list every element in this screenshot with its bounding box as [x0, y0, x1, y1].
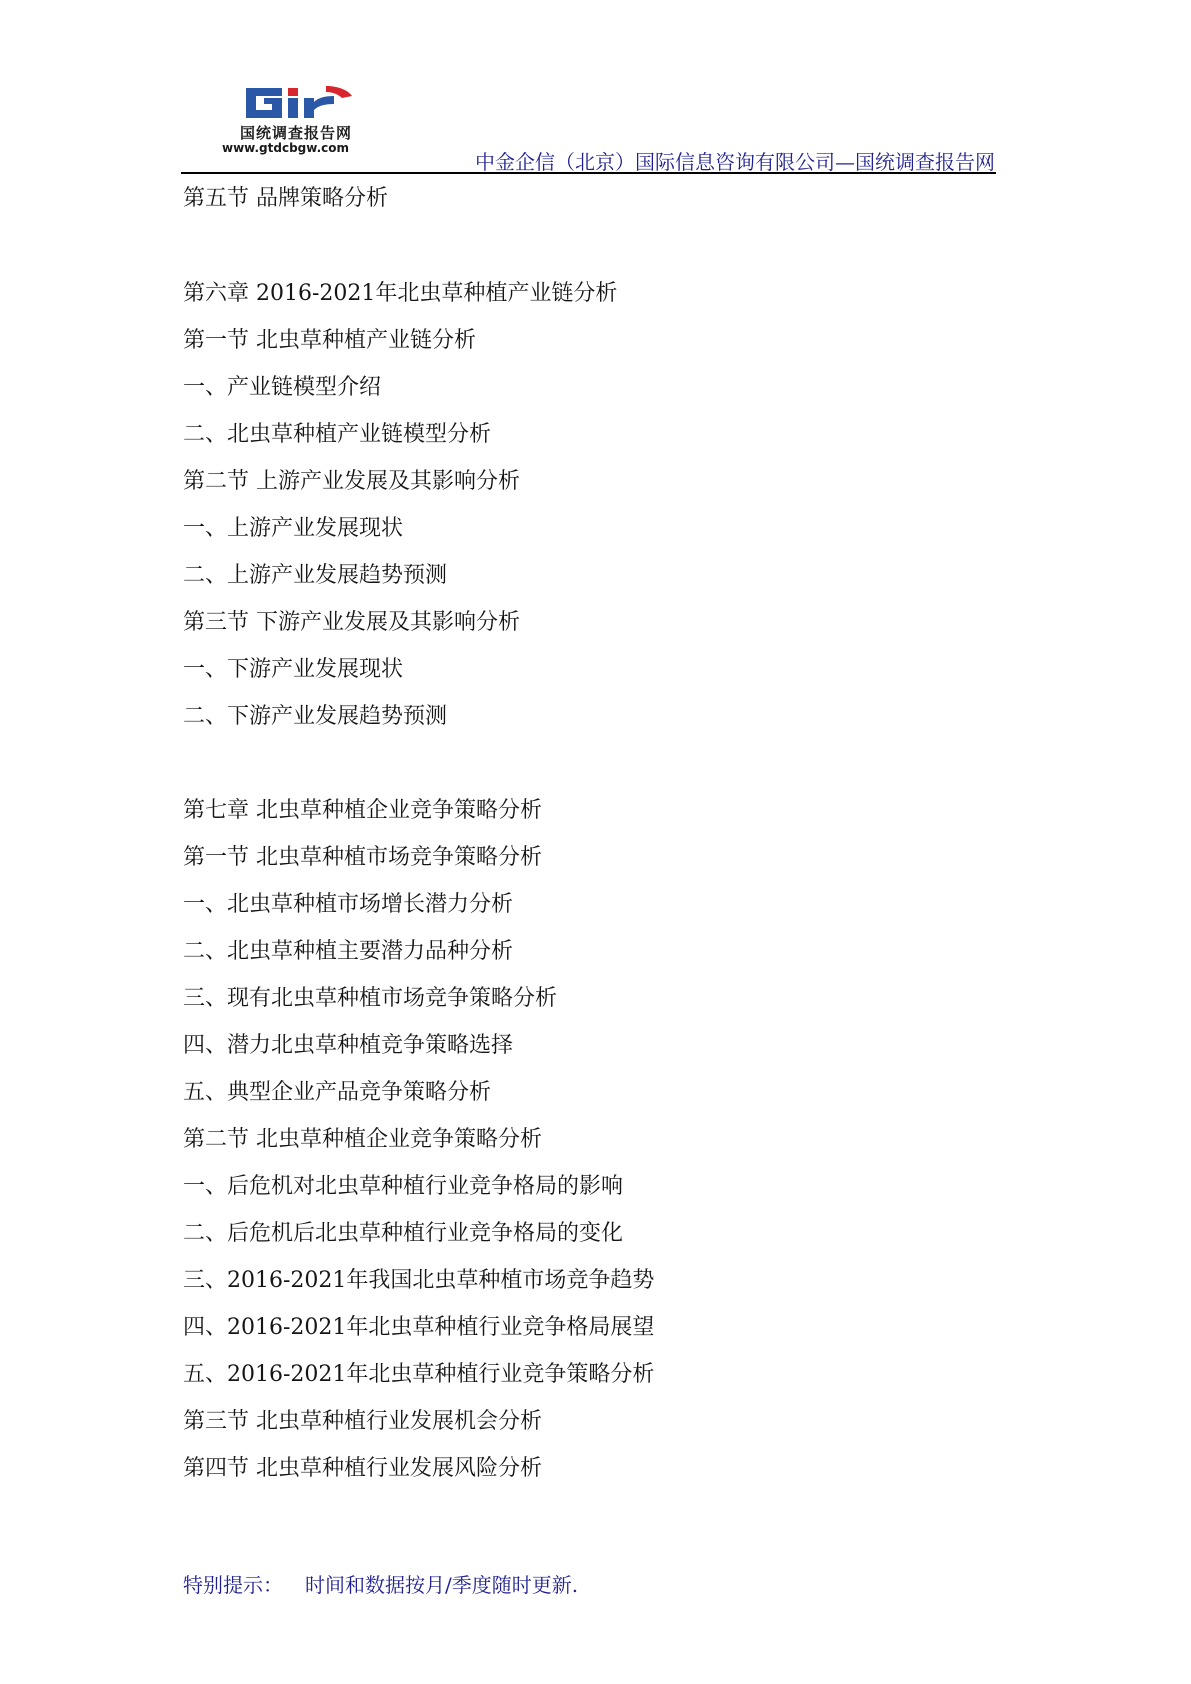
logo-name: 国统调查报告网 — [240, 124, 353, 142]
logo-url: www.gtdcbgw.com — [222, 141, 349, 155]
toc-item: 一、后危机对北虫草种植行业竞争格局的影响 — [183, 1174, 624, 1199]
toc-item: 四、2016-2021年北虫草种植行业竞争格局展望 — [183, 1315, 655, 1340]
toc-item: 四、潜力北虫草种植竞争策略选择 — [183, 1033, 514, 1058]
toc-item: 三、2016-2021年我国北虫草种植市场竞争趋势 — [183, 1268, 655, 1293]
toc-item: 二、北虫草种植主要潜力品种分析 — [183, 939, 514, 964]
toc-section: 第三节 北虫草种植行业发展机会分析 — [183, 1409, 542, 1434]
toc-section: 第三节 下游产业发展及其影响分析 — [183, 610, 520, 635]
header-company-name: 中金企信（北京）国际信息咨询有限公司—国统调查报告网 — [475, 150, 995, 174]
gir-logo-icon — [242, 84, 354, 120]
toc-item: 五、典型企业产品竞争策略分析 — [183, 1080, 492, 1105]
toc-section: 第二节 北虫草种植企业竞争策略分析 — [183, 1127, 542, 1152]
toc-section: 第二节 上游产业发展及其影响分析 — [183, 469, 520, 494]
toc-section: 第一节 北虫草种植市场竞争策略分析 — [183, 845, 542, 870]
toc-item: 二、后危机后北虫草种植行业竞争格局的变化 — [183, 1221, 624, 1246]
toc-item: 一、北虫草种植市场增长潜力分析 — [183, 892, 514, 917]
toc-section: 第五节 品牌策略分析 — [183, 186, 388, 211]
toc-item: 二、上游产业发展趋势预测 — [183, 563, 448, 588]
toc-item: 二、下游产业发展趋势预测 — [183, 704, 448, 729]
toc-item: 二、北虫草种植产业链模型分析 — [183, 422, 492, 447]
toc-section: 第一节 北虫草种植产业链分析 — [183, 328, 476, 353]
toc-item: 三、现有北虫草种植市场竞争策略分析 — [183, 986, 558, 1011]
toc-chapter: 第七章 北虫草种植企业竞争策略分析 — [183, 798, 542, 823]
toc-item: 一、上游产业发展现状 — [183, 516, 404, 541]
toc-item: 五、2016-2021年北虫草种植行业竞争策略分析 — [183, 1362, 655, 1387]
notice-value: 时间和数据按月/季度随时更新. — [305, 1573, 579, 1597]
update-notice — [183, 1569, 578, 1598]
notice-label: 特别提示： — [183, 1573, 283, 1597]
header-divider — [181, 172, 996, 174]
toc-chapter: 第六章 2016-2021年北虫草种植产业链分析 — [183, 281, 618, 306]
toc-item: 一、产业链模型介绍 — [183, 375, 382, 400]
toc-section: 第四节 北虫草种植行业发展风险分析 — [183, 1456, 542, 1481]
company-logo — [222, 84, 382, 160]
toc-item: 一、下游产业发展现状 — [183, 657, 404, 682]
